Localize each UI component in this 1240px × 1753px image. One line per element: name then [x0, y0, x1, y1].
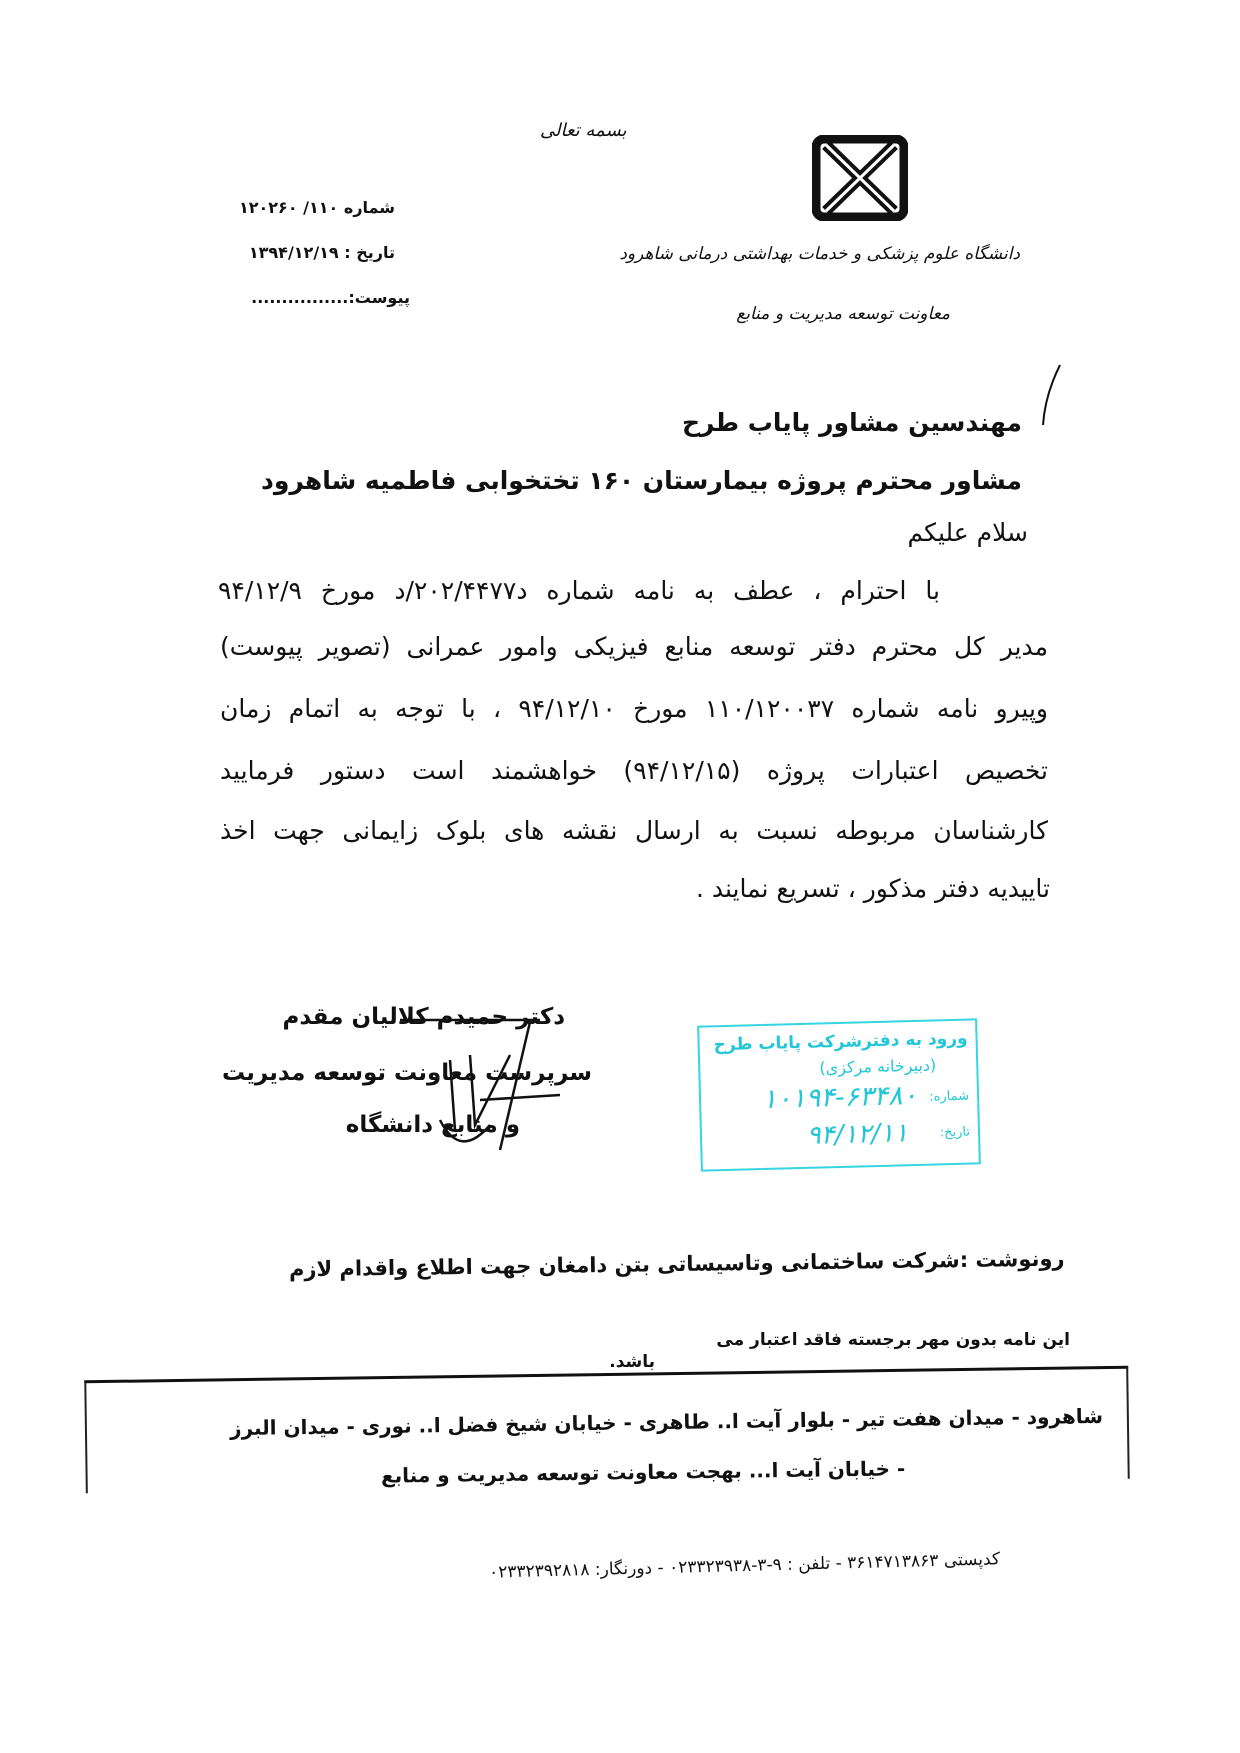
validity-note-2: باشد. [609, 1352, 655, 1372]
letter-attachment [251, 288, 410, 307]
university-name: دانشگاه علوم پزشکی و خدمات بهداشتی درمانی شاهرود [619, 244, 1020, 264]
date-label: تاریخ : [344, 243, 395, 262]
body-line: تاییدیه دفتر مذکور ، تسریع نمایند . [695, 874, 1050, 903]
stamp-date-value: ۹۴/۱۲/۱۱ [806, 1118, 909, 1151]
number-label: شماره [343, 198, 395, 217]
stamp-line-1: ورود به دفترشرکت پایاب طرح [713, 1028, 968, 1056]
department-name: معاونت توسعه مدیریت و منابع [736, 304, 950, 324]
handwritten-signature [380, 1000, 570, 1160]
invocation: بسمه تعالی [540, 120, 627, 141]
stamp-date-label: تاریخ: [939, 1124, 971, 1141]
receipt-stamp [697, 1018, 981, 1171]
cc-line: رونوشت :شرکت ساختمانی وتاسیساتی بتن دامغان جهت اطلاع واقدام لازم [289, 1246, 1066, 1282]
date-value: ۱۳۹۴/۱۲/۱۹ [248, 243, 339, 262]
salutation: سلام علیکم [907, 518, 1028, 547]
body-line: مدیر کل محترم دفتر توسعه منابع فیزیکی وامور عمرانی (تصویر پیوست) [220, 632, 1048, 661]
body-line: وپیرو نامه شماره ۱۱۰/۱۲۰۰۳۷ مورخ ۹۴/۱۲/۱۰ ، با توجه به اتمام زمان [220, 694, 1048, 723]
letter-date [249, 243, 395, 262]
recipient-line-1: مهندسین مشاور پایاب طرح [681, 408, 1022, 437]
letter-number [239, 198, 395, 217]
stamp-number-label: شماره: [929, 1088, 970, 1105]
body-line: با احترام ، عطف به نامه شماره د۲۰۲/۴۴۷۷/د مورخ ۹۴/۱۲/۹ [218, 576, 940, 605]
signatory-title-1: سرپرست معاونت توسعه مدیریت [221, 1060, 592, 1086]
recipient-line-2: مشاور محترم پروژه بیمارستان ۱۶۰ تختخوابی فاطمیه شاهرود [260, 466, 1022, 495]
number-value: ۱۱۰/ ۱۲۰۲۶۰ [238, 198, 339, 217]
signatory-title-2: و منابع دانشگاه [345, 1112, 520, 1138]
address-line-1: شاهرود - میدان هفت تیر - بلوار آیت ا.. طاهری - خیابان شیخ فضل ا.. نوری - میدان البرز [229, 1403, 1104, 1441]
body-line: تخصیص اعتبارات پروژه (۹۴/۱۲/۱۵) خواهشمند است دستور فرمایید [220, 756, 1048, 785]
university-logo [812, 135, 908, 221]
stamp-number-value: ۱۰۱۹۴-۶۳۴۸۰ [761, 1079, 918, 1116]
signatory-name: دکتر حمیدم کلالیان مقدم [282, 1004, 565, 1030]
margin-mark [1035, 360, 1065, 430]
postal-contact: کدپستی ۳۶۱۴۷۱۳۸۶۳ - تلفن : ۹-۳-۰۲۳۳۲۳۹۳۸ - دورنگار: ۰۲۳۳۲۳۹۲۸۱۸ [488, 1549, 1001, 1583]
attachment-label: پیوست: [348, 288, 410, 307]
address-line-2: - خیابان آیت ا... بهجت معاونت توسعه مدیریت و منابع [380, 1456, 906, 1488]
validity-note-1: این نامه بدون مهر برجسته فاقد اعتبار می [716, 1330, 1070, 1350]
attachment-value: ................ [251, 288, 349, 307]
stamp-line-2: (دبیرخانه مرکزی) [819, 1055, 937, 1078]
body-line: کارشناسان مربوطه نسبت به ارسال نقشه های بلوک زایمانی جهت اخذ [220, 816, 1048, 845]
